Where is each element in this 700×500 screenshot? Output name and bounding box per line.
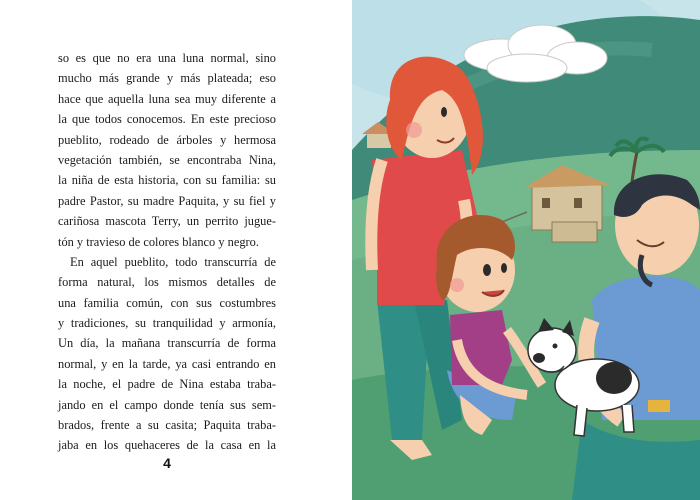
text-line: tón y travieso de colores blanco y negro. — [58, 234, 259, 249]
text-line: so es que no era una luna normal, sino — [58, 51, 276, 65]
body-text — [58, 48, 276, 456]
text-line: forma natural, los mismos detalles de — [58, 275, 276, 290]
text-line: la noche, el padre de Nina estaba traba- — [58, 377, 276, 392]
text-line: Un día, la mañana transcurría de forma — [58, 336, 276, 351]
illustration — [352, 0, 700, 500]
text-line: pueblito, rodeado de árboles y hermosa — [58, 132, 276, 147]
text-line: una familia común, con sus costumbres — [58, 295, 276, 310]
text-line: normal, y en la tarde, ya casi entrando en — [58, 356, 276, 371]
text-line: cariñosa mascota Terry, un perrito jugue- — [58, 214, 276, 229]
text-line: jaba en los quehaceres de la casa en la — [58, 438, 276, 453]
text-line: jando en el campo donde tenía sus sem- — [58, 397, 276, 412]
text-line: mucho más grande y más plateada; eso — [58, 71, 276, 86]
family-illustration — [352, 0, 700, 500]
text-line: la niña de esta historia, con su familia: su — [58, 173, 276, 188]
text-line: En aquel pueblito, todo transcurría de — [70, 254, 276, 269]
page-number: 4 — [163, 455, 171, 471]
text-line: la que todos conocemos. En este precioso — [58, 112, 276, 127]
text-line: y tradiciones, su tranquilidad y armonía, — [58, 316, 276, 331]
text-line: vegetación también, se encontraba Nina, — [58, 152, 276, 167]
text-line: padre Pastor, su madre Paquita, y su fiel y — [58, 193, 276, 208]
text-line: brados, frente a su casita; Paquita traba- — [58, 418, 276, 433]
text-line: hace que aquella luna sea muy diferente a — [58, 91, 276, 106]
